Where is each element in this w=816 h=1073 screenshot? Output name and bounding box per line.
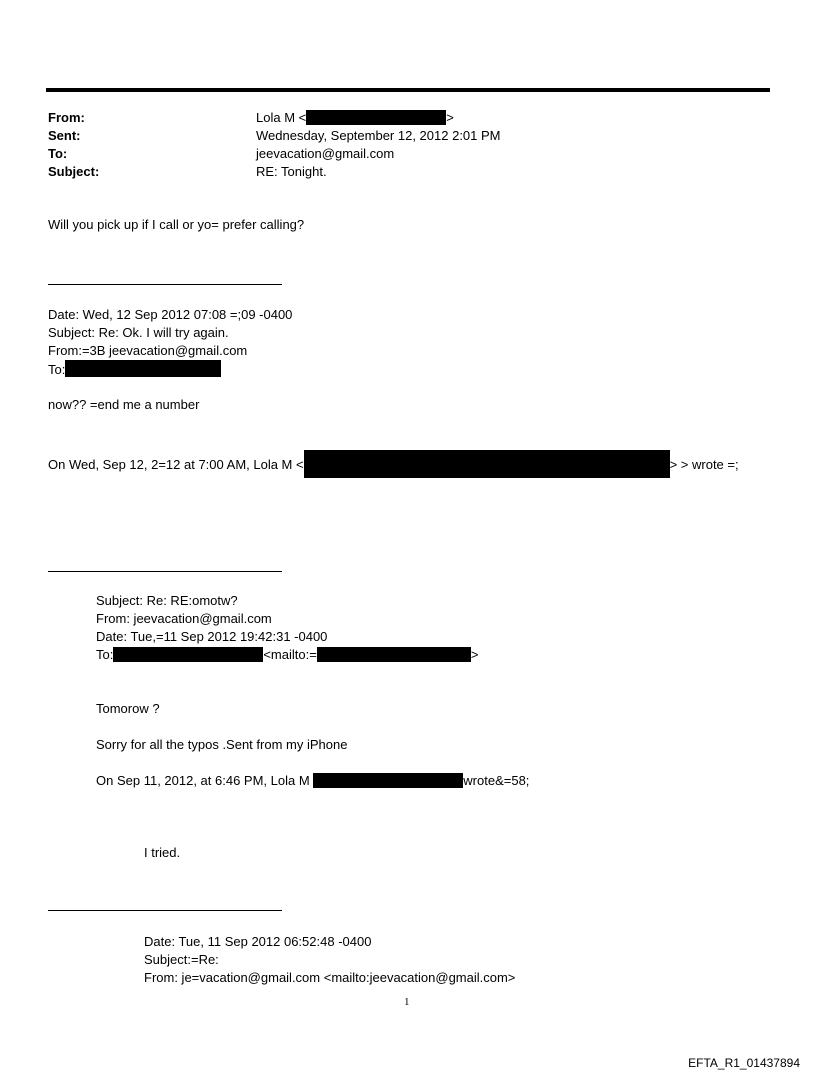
quoted2-on-line bbox=[96, 772, 529, 790]
sent-label: Sent: bbox=[48, 128, 81, 143]
from-label: From: bbox=[48, 110, 85, 125]
redaction-box bbox=[306, 110, 446, 125]
subject-value: RE: Tonight. bbox=[256, 164, 327, 179]
from-value bbox=[256, 109, 454, 127]
redaction-box bbox=[317, 647, 471, 662]
body-line: Will you pick up if I call or yo= prefer calling? bbox=[48, 217, 305, 232]
quoted2-subject: Subject: Re: RE:omotw? bbox=[96, 593, 238, 608]
quoted1-body: now?? =end me a number bbox=[48, 397, 200, 412]
quoted1-from: From:=3B jeevacation@gmail.com bbox=[48, 343, 248, 358]
sent-value: Wednesday, September 12, 2012 2:01 PM bbox=[256, 128, 501, 143]
page-number: 1 bbox=[404, 996, 410, 1008]
top-rule bbox=[46, 88, 770, 92]
quoted1-to-label: To: bbox=[48, 362, 66, 377]
quoted1-on-prefix: On Wed, Sep 12, 2=12 at 7:00 AM, Lola M < bbox=[48, 457, 304, 472]
quoted2-to bbox=[96, 646, 478, 664]
quoted2-reply: I tried. bbox=[144, 845, 181, 860]
quoted1-on-suffix: > > wrote =; bbox=[669, 457, 739, 472]
redaction-box bbox=[113, 647, 263, 662]
redaction-box bbox=[65, 360, 221, 377]
from-text: Lola M < bbox=[256, 110, 307, 125]
quoted2-body2: Sorry for all the typos .Sent from my iPhone bbox=[96, 737, 348, 752]
subject-label: Subject: bbox=[48, 164, 100, 179]
quoted2-from: From: jeevacation@gmail.com bbox=[96, 611, 272, 626]
quoted2-on-suffix: wrote&=58; bbox=[463, 773, 530, 788]
quoted2-on-prefix: On Sep 11, 2012, at 6:46 PM, Lola M bbox=[96, 773, 310, 788]
quoted1-on-line bbox=[48, 450, 739, 478]
separator-rule bbox=[48, 910, 282, 911]
quoted2-to-label: To: bbox=[96, 647, 114, 662]
redaction-box bbox=[304, 450, 670, 478]
separator-rule bbox=[48, 571, 282, 572]
quoted2-body1: Tomorow ? bbox=[96, 701, 160, 716]
quoted1-to bbox=[48, 360, 221, 379]
quoted3-subject: Subject:=Re: bbox=[144, 952, 219, 967]
quoted1-date: Date: Wed, 12 Sep 2012 07:08 =;09 -0400 bbox=[48, 307, 293, 322]
redaction-box bbox=[313, 773, 463, 788]
from-suffix: > bbox=[446, 110, 454, 125]
document-id: EFTA_R1_01437894 bbox=[688, 1056, 800, 1070]
quoted2-to-mailto: <mailto:= bbox=[263, 647, 317, 662]
quoted2-to-suffix: > bbox=[470, 647, 479, 662]
separator-rule bbox=[48, 284, 282, 285]
to-value: jeevacation@gmail.com bbox=[256, 146, 395, 161]
quoted3-date: Date: Tue, 11 Sep 2012 06:52:48 -0400 bbox=[144, 934, 372, 949]
to-label: To: bbox=[48, 146, 68, 161]
quoted2-date: Date: Tue,=11 Sep 2012 19:42:31 -0400 bbox=[96, 629, 328, 644]
quoted1-subject: Subject: Re: Ok. I will try again. bbox=[48, 325, 229, 340]
quoted3-from: From: je=vacation@gmail.com <mailto:jeevacation@gmail.com> bbox=[144, 970, 516, 985]
